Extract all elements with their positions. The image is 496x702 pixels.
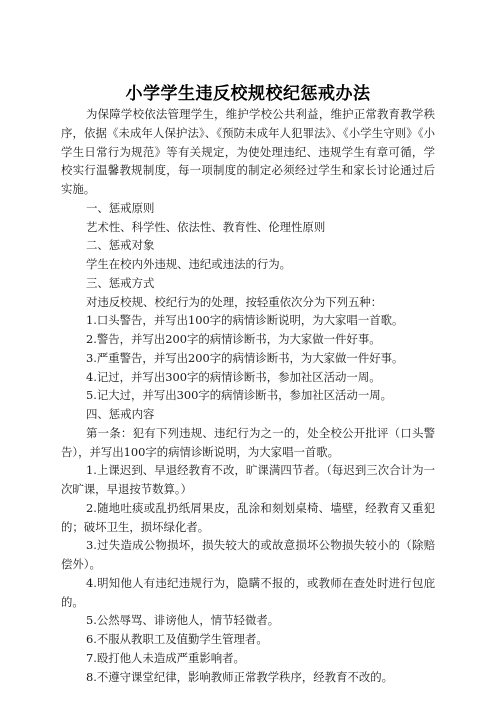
document-title: 小学学生违反校规校纪惩戒办法	[125, 84, 371, 104]
targets-text: 学生在校内外违规、违纪或违法的行为。	[86, 257, 292, 271]
content-item: 2.随地吐痰或乱扔纸屑果皮，乱涂和刻划桌椅、墙壁，经教育又重犯的；破坏卫生，损坏绿化者。	[61, 500, 435, 534]
document-body	[61, 105, 435, 686]
content-item: 8.不遵守课堂纪律，影响教师正常教学秩序，经教育不改的。	[86, 669, 394, 684]
content-item: 7.殴打他人未造成严重影响者。	[86, 650, 245, 665]
section-heading-principles: 一、惩戒原则	[86, 200, 155, 215]
section-heading-methods: 三、惩戒方式	[86, 275, 155, 290]
content-item: 1.上课迟到、早退经教育不改，旷课满四节者。（每迟到三次合计为一次旷课，早退按节数算。）	[61, 463, 435, 496]
method-item: 4.记过，并写出300字的病情诊断书，参加社区活动一周。	[86, 369, 381, 384]
intro-paragraph: 为保障学校依法管理学生，维护学校公共利益，维护正常教育教学秩序，依据《未成年人保护法》、《预防未成年人犯罪法》、《小学生守则》《小学生日常行为规范》等有关规定，为使处理违纪、违规学生有章可循，学校实行温馨教规制度，每一项制度的制定必须经过学生和家长讨论通过后实施。	[61, 107, 435, 196]
content-item: 5.公然辱骂、诽谤他人，情节轻微者。	[86, 613, 280, 628]
content-item: 3.过失造成公物损坏，损失较大的或故意损坏公物损失较小的（除赔偿外）。	[61, 538, 435, 571]
method-item: 2.警告，并写出200字的病情诊断书，为大家做一件好事。	[86, 332, 381, 346]
methods-intro: 对违反校规、校纪行为的处理，按轻重依次分为下列五种：	[86, 294, 383, 309]
article-one: 第一条：犯有下列违规、违纪行为之一的，处全校公开批评（口头警告），并写出100字的病情诊断说明，为大家唱一首歌。	[61, 425, 435, 459]
principles-text: 艺术性、科学性、依法性、教育性、伦理性原则	[86, 219, 326, 234]
method-item: 5.记大过，并写出300字的病情诊断书，参加社区活动一周。	[86, 388, 392, 403]
content-item: 4.明知他人有违纪违规行为，隐瞒不报的，或教师在查处时进行包庇的。	[61, 575, 435, 609]
content-item: 6.不服从教职工及值勤学生管理者。	[86, 632, 268, 646]
method-item: 3.严重警告，并写出200字的病情诊断书，为大家做一件好事。	[86, 350, 404, 365]
method-item: 1.口头警告，并写出100字的病情诊断说明，为大家唱一首歌。	[86, 313, 404, 328]
section-heading-targets: 二、惩戒对象	[86, 238, 155, 253]
section-heading-content: 四、惩戒内容	[86, 407, 155, 421]
